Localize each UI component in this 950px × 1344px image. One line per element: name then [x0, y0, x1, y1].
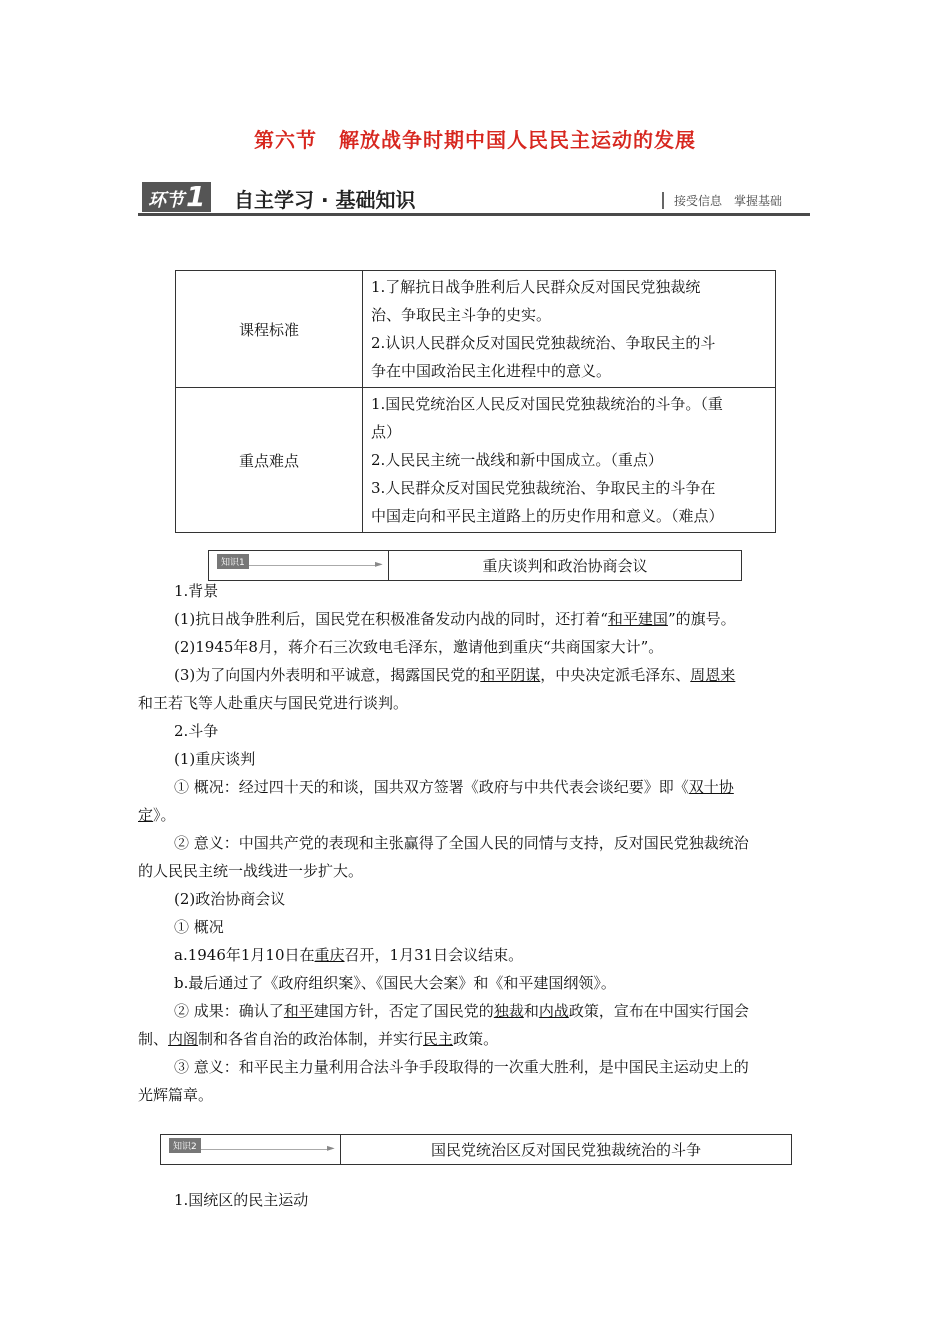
paragraph: 的人民民主统一战线进一步扩大。	[138, 862, 364, 880]
row-value: 1.了解抗日战争胜利后人民群众反对国民党独裁统 治、争取民主斗争的史实。 2.认识人民群众反对国民党独裁统治、争取民主的斗 争在中国政治民主化进程中的意义。	[363, 271, 776, 388]
knowledge-point-2	[160, 1134, 792, 1165]
page-title: 第六节 解放战争时期中国人民民主运动的发展	[254, 128, 696, 152]
paragraph: (2)政治协商会议	[174, 890, 286, 908]
section-banner	[138, 180, 810, 216]
paragraph: 和王若飞等人赴重庆与国民党进行谈判。	[138, 694, 409, 712]
paragraph: ① 概况：经过四十天的和谈，国共双方签署《政府与中共代表会谈纪要》即《双十协	[174, 778, 734, 796]
paragraph: ③ 意义：和平民主力量利用合法斗争手段取得的一次重大胜利，是中国民主运动史上的	[174, 1058, 749, 1076]
knowledge-badge: 知识1	[217, 554, 249, 569]
paragraph: (2)1945年8月，蒋介石三次致电毛泽东，邀请他到重庆“共商国家大计”。	[174, 638, 664, 656]
section-label: 自主学习 · 基础知识	[234, 188, 416, 212]
heading: 1.背景	[174, 582, 219, 600]
row-key: 重点难点	[176, 388, 363, 533]
paragraph: 光辉篇章。	[138, 1086, 214, 1104]
heading: 2.斗争	[174, 722, 219, 740]
section-tag: 环节1	[142, 182, 211, 212]
table-row	[176, 271, 776, 388]
knowledge-title: 国民党统治区反对国民党独裁统治的斗争	[430, 1141, 701, 1159]
standards-table	[175, 270, 776, 533]
knowledge-title: 重庆谈判和政治协商会议	[482, 557, 648, 575]
paragraph: ① 概况	[174, 918, 224, 936]
row-value: 1.国民党统治区人民反对国民党独裁统治的斗争。（重 点） 2.人民民主统一战线和新中国成立。（重点） 3.人民群众反对国民党独裁统治、争取民主的斗争在 中国走向和平民主道路上的历史作用和意义。（难点）	[363, 388, 776, 533]
arrow-icon: ►	[375, 559, 383, 570]
table-row	[176, 388, 776, 533]
paragraph: a.1946年1月10日在重庆召开，1月31日会议结束。	[174, 946, 524, 964]
paragraph: (1)重庆谈判	[174, 750, 256, 768]
section-subtitle: 接受信息 掌握基础	[662, 192, 782, 209]
paragraph: ② 成果：确认了和平建国方针，否定了国民党的独裁和内战政策，宣布在中国实行国会	[174, 1002, 749, 1020]
heading: 1.国统区的民主运动	[174, 1191, 309, 1209]
row-key: 课程标准	[176, 271, 363, 388]
paragraph: (3)为了向国内外表明和平诚意，揭露国民党的和平阴谋，中央决定派毛泽东、周恩来	[174, 666, 736, 684]
paragraph: ② 意义：中国共产党的表现和主张赢得了全国人民的同情与支持，反对国民党独裁统治	[174, 834, 749, 852]
banner-rule	[138, 213, 810, 216]
knowledge-badge: 知识2	[169, 1138, 201, 1153]
paragraph: (1)抗日战争胜利后，国民党在积极准备发动内战的同时，还打着“和平建国”的旗号。	[174, 610, 736, 628]
paragraph: 定》。	[138, 806, 176, 824]
paragraph: b.最后通过了《政府组织案》、《国民大会案》和《和平建国纲领》。	[174, 974, 616, 992]
paragraph: 制、内阁制和各省自治的政治体制，并实行民主政策。	[138, 1030, 499, 1048]
arrow-icon: ►	[327, 1143, 335, 1154]
